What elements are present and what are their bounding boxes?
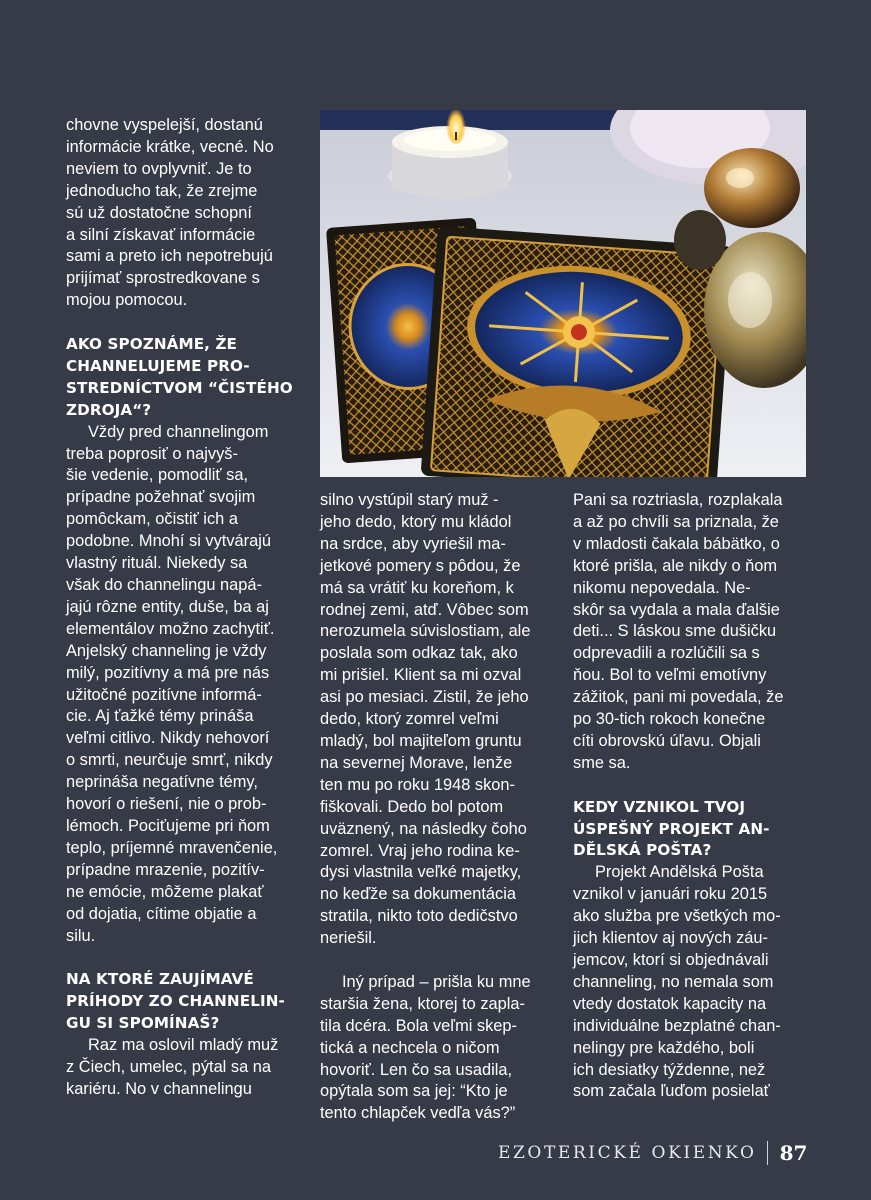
text-line: mojou pomocou. bbox=[66, 291, 188, 310]
text-line: ako služba pre všetkých mo- bbox=[573, 907, 781, 926]
text-line: cíti obrovskú úľavu. Objali bbox=[573, 731, 761, 750]
text-line: treba poprosiť o najvyš- bbox=[66, 444, 238, 463]
text-line: som začala ľuďom posielať bbox=[573, 1082, 770, 1101]
page-number: 87 bbox=[779, 1141, 808, 1165]
text-line: silno vystúpil starý muž - bbox=[320, 491, 499, 509]
text-line: cie. Aj ťažké témy prináša bbox=[66, 707, 254, 726]
text-line: jemcov, ktorí si objednávali bbox=[573, 951, 769, 970]
text-line: mi prišiel. Klient sa mi ozval bbox=[320, 666, 522, 685]
paragraph-another-case bbox=[320, 972, 560, 1125]
text-line: ne emócie, môžeme plakať bbox=[66, 882, 264, 901]
text-line: opýtala som sa jej: “Kto je bbox=[320, 1082, 508, 1101]
article-column-3 bbox=[573, 490, 813, 1103]
text-line: hovoriť. Len čo sa usadila, bbox=[320, 1060, 513, 1079]
text-line: užitočné pozitívne informá- bbox=[66, 685, 262, 704]
heading-line: NA KTORÉ ZAUJÍMAVÉ bbox=[66, 970, 254, 989]
footer-divider bbox=[767, 1141, 768, 1165]
text-line: dysi vlastnila veľké majetky, bbox=[320, 863, 522, 882]
text-line: má sa vrátiť ku koreňom, k bbox=[320, 578, 514, 597]
text-line: ktoré prišla, ale nikdy o ňom bbox=[573, 556, 778, 575]
text-line: podobne. Mnohí si vytvárajú bbox=[66, 532, 272, 551]
text-line: Anjelský channeling je vždy bbox=[66, 641, 267, 660]
text-line: jetkové pomery s pôdou, že bbox=[320, 556, 521, 575]
section-heading-clean-source bbox=[66, 334, 306, 422]
text-line: informácie krátke, vecné. No bbox=[66, 137, 274, 156]
text-line: kariéru. No v channelingu bbox=[66, 1079, 252, 1098]
text-line: Projekt Andělská Pošta bbox=[595, 863, 764, 882]
text-line: pomôckam, očistiť ich a bbox=[66, 510, 238, 529]
paragraph-clean-source bbox=[66, 422, 306, 948]
heading-line: ÚSPEŠNÝ PROJEKT AN- bbox=[573, 819, 770, 838]
text-line: vlastný rituál. Niekedy sa bbox=[66, 554, 248, 573]
text-line: neprináša negatívne témy, bbox=[66, 773, 258, 792]
text-line: nerozumela súvislostiam, ale bbox=[320, 622, 531, 641]
text-line: po 30-tich rokoch konečne bbox=[573, 710, 766, 729]
text-line: uväznený, na následky čoho bbox=[320, 819, 527, 838]
heading-line: GU SI SPOMÍNAŠ? bbox=[66, 1014, 220, 1033]
text-line: tento chlapček vedľa vás?” bbox=[320, 1104, 516, 1123]
heading-line: ZDROJA“? bbox=[66, 400, 152, 419]
text-line: Raz ma oslovil mladý muž bbox=[88, 1036, 279, 1055]
paragraph-stories bbox=[66, 1035, 306, 1101]
article-column-2 bbox=[320, 490, 560, 1125]
text-line: elementálov možno zachytiť. bbox=[66, 619, 275, 638]
text-line: Vždy pred channelingom bbox=[88, 422, 269, 441]
text-line: a silní získavať informácie bbox=[66, 225, 256, 244]
text-line: sú už dostatočne schopní bbox=[66, 203, 252, 222]
text-line: skôr sa vydala a mala ďalšie bbox=[573, 600, 780, 619]
text-line: a až po chvíli sa priznala, že bbox=[573, 512, 779, 531]
text-line: jednoducho tak, že zrejme bbox=[66, 181, 258, 200]
text-line: odprevadili a rozlúčili sa s bbox=[573, 644, 760, 663]
text-line: silu. bbox=[66, 926, 96, 945]
text-line: neviem to ovplyvniť. Je to bbox=[66, 159, 252, 178]
heading-line: KEDY VZNIKOL TVOJ bbox=[573, 797, 746, 816]
text-line: fiškovali. Dedo bol potom bbox=[320, 797, 504, 816]
text-line: mladý, bol majiteľom gruntu bbox=[320, 731, 522, 750]
section-heading-andelska-posta bbox=[573, 797, 813, 863]
text-line: lémoch. Pociťujeme pri ňom bbox=[66, 816, 270, 835]
text-line: ten mu po roku 1948 skon- bbox=[320, 775, 515, 794]
text-line: teplo, príjemné mravenčenie, bbox=[66, 838, 278, 857]
text-line: deti... S láskou sme dušičku bbox=[573, 622, 777, 641]
text-line: tická a nechcela o ničom bbox=[320, 1038, 500, 1057]
text-line: prípadne požehnať svojim bbox=[66, 488, 256, 507]
text-line: od dojatia, cítime objatie a bbox=[66, 904, 257, 923]
text-line: asi po mesiaci. Zistil, že jeho bbox=[320, 688, 529, 707]
text-line: prípadne mrazenie, pozitív- bbox=[66, 860, 265, 879]
paragraph-andelska-posta bbox=[573, 862, 813, 1103]
text-line: channeling, no nemala som bbox=[573, 972, 774, 991]
heading-line: DĚLSKÁ POŠTA? bbox=[573, 841, 712, 860]
text-line: ich desiatky týždenne, než bbox=[573, 1060, 766, 1079]
paragraph-woman-story bbox=[573, 490, 813, 775]
text-line: sami a preto ich nepotrebujú bbox=[66, 247, 273, 266]
text-line: tila dcéra. Bola veľmi skep- bbox=[320, 1016, 517, 1035]
article-column-1 bbox=[66, 115, 306, 1101]
heading-line: AKO SPOZNÁME, ŽE bbox=[66, 335, 238, 354]
text-line: no keďže sa dokumentácia bbox=[320, 885, 516, 904]
text-line: veľmi citlivo. Nikdy nehovorí bbox=[66, 729, 270, 748]
text-line: milý, pozitívny a má pre nás bbox=[66, 663, 270, 682]
section-name: EZOTERICKÉ OKIENKO bbox=[498, 1143, 757, 1163]
text-line: chovne vyspelejší, dostanú bbox=[66, 116, 263, 134]
text-line: sme sa. bbox=[573, 753, 631, 772]
text-line: šie vedenie, pomodliť sa, bbox=[66, 466, 248, 485]
text-line: zážitok, pani mi povedala, že bbox=[573, 688, 784, 707]
text-line: však do channelingu napá- bbox=[66, 576, 262, 595]
text-line: poslala som odkaz tak, ako bbox=[320, 644, 518, 663]
heading-line: CHANNELUJEME PRO- bbox=[66, 356, 250, 375]
text-line: jajú rôzne entity, duše, ba aj bbox=[66, 597, 269, 616]
text-line: jich klientov aj nových záu- bbox=[573, 929, 768, 948]
text-line: na srdce, aby vyriešil ma- bbox=[320, 534, 506, 553]
text-line: hovorí o riešení, nie o prob- bbox=[66, 795, 267, 814]
text-line: jeho dedo, ktorý mu kládol bbox=[320, 512, 512, 531]
text-line: individuálne bezplatné chan- bbox=[573, 1016, 781, 1035]
text-line: na severnej Morave, lenže bbox=[320, 753, 513, 772]
text-line: Pani sa roztriasla, rozplakala bbox=[573, 491, 783, 509]
text-line: nikomu nepovedala. Ne- bbox=[573, 578, 751, 597]
page-footer bbox=[498, 1138, 807, 1168]
tarot-cards-photo bbox=[320, 110, 806, 477]
heading-line: PRÍHODY ZO CHANNELIN- bbox=[66, 992, 285, 1011]
text-line: o smrti, neurčuje smrť, nikdy bbox=[66, 751, 273, 770]
text-line: staršia žena, ktorej to zapla- bbox=[320, 994, 525, 1013]
section-heading-interesting-stories bbox=[66, 969, 306, 1035]
text-line: nelingy pre každého, boli bbox=[573, 1038, 755, 1057]
text-line: ňou. Bol to veľmi emotívny bbox=[573, 666, 767, 685]
text-line: stratila, nikto toto dedičstvo bbox=[320, 907, 518, 926]
text-line: v mladosti čakala bábätko, o bbox=[573, 534, 780, 553]
text-line: dedo, ktorý zomrel veľmi bbox=[320, 710, 499, 729]
text-line: Iný prípad – prišla ku mne bbox=[342, 972, 531, 991]
text-line: vtedy dostatok kapacity na bbox=[573, 994, 767, 1013]
text-line: vznikol v januári roku 2015 bbox=[573, 885, 768, 904]
intro-paragraph bbox=[66, 115, 306, 312]
text-line: rodnej zemi, atď. Vôbec som bbox=[320, 600, 529, 619]
text-line: prijímať sprostredkovane s bbox=[66, 269, 260, 288]
text-line: z Čiech, umelec, pýtal sa na bbox=[66, 1057, 271, 1076]
paragraph-grandfather-story bbox=[320, 490, 560, 950]
text-line: zomrel. Vraj jeho rodina ke- bbox=[320, 841, 520, 860]
text-line: neriešil. bbox=[320, 929, 377, 948]
heading-line: STREDNÍCTVOM “ČISTÉHO bbox=[66, 378, 293, 397]
